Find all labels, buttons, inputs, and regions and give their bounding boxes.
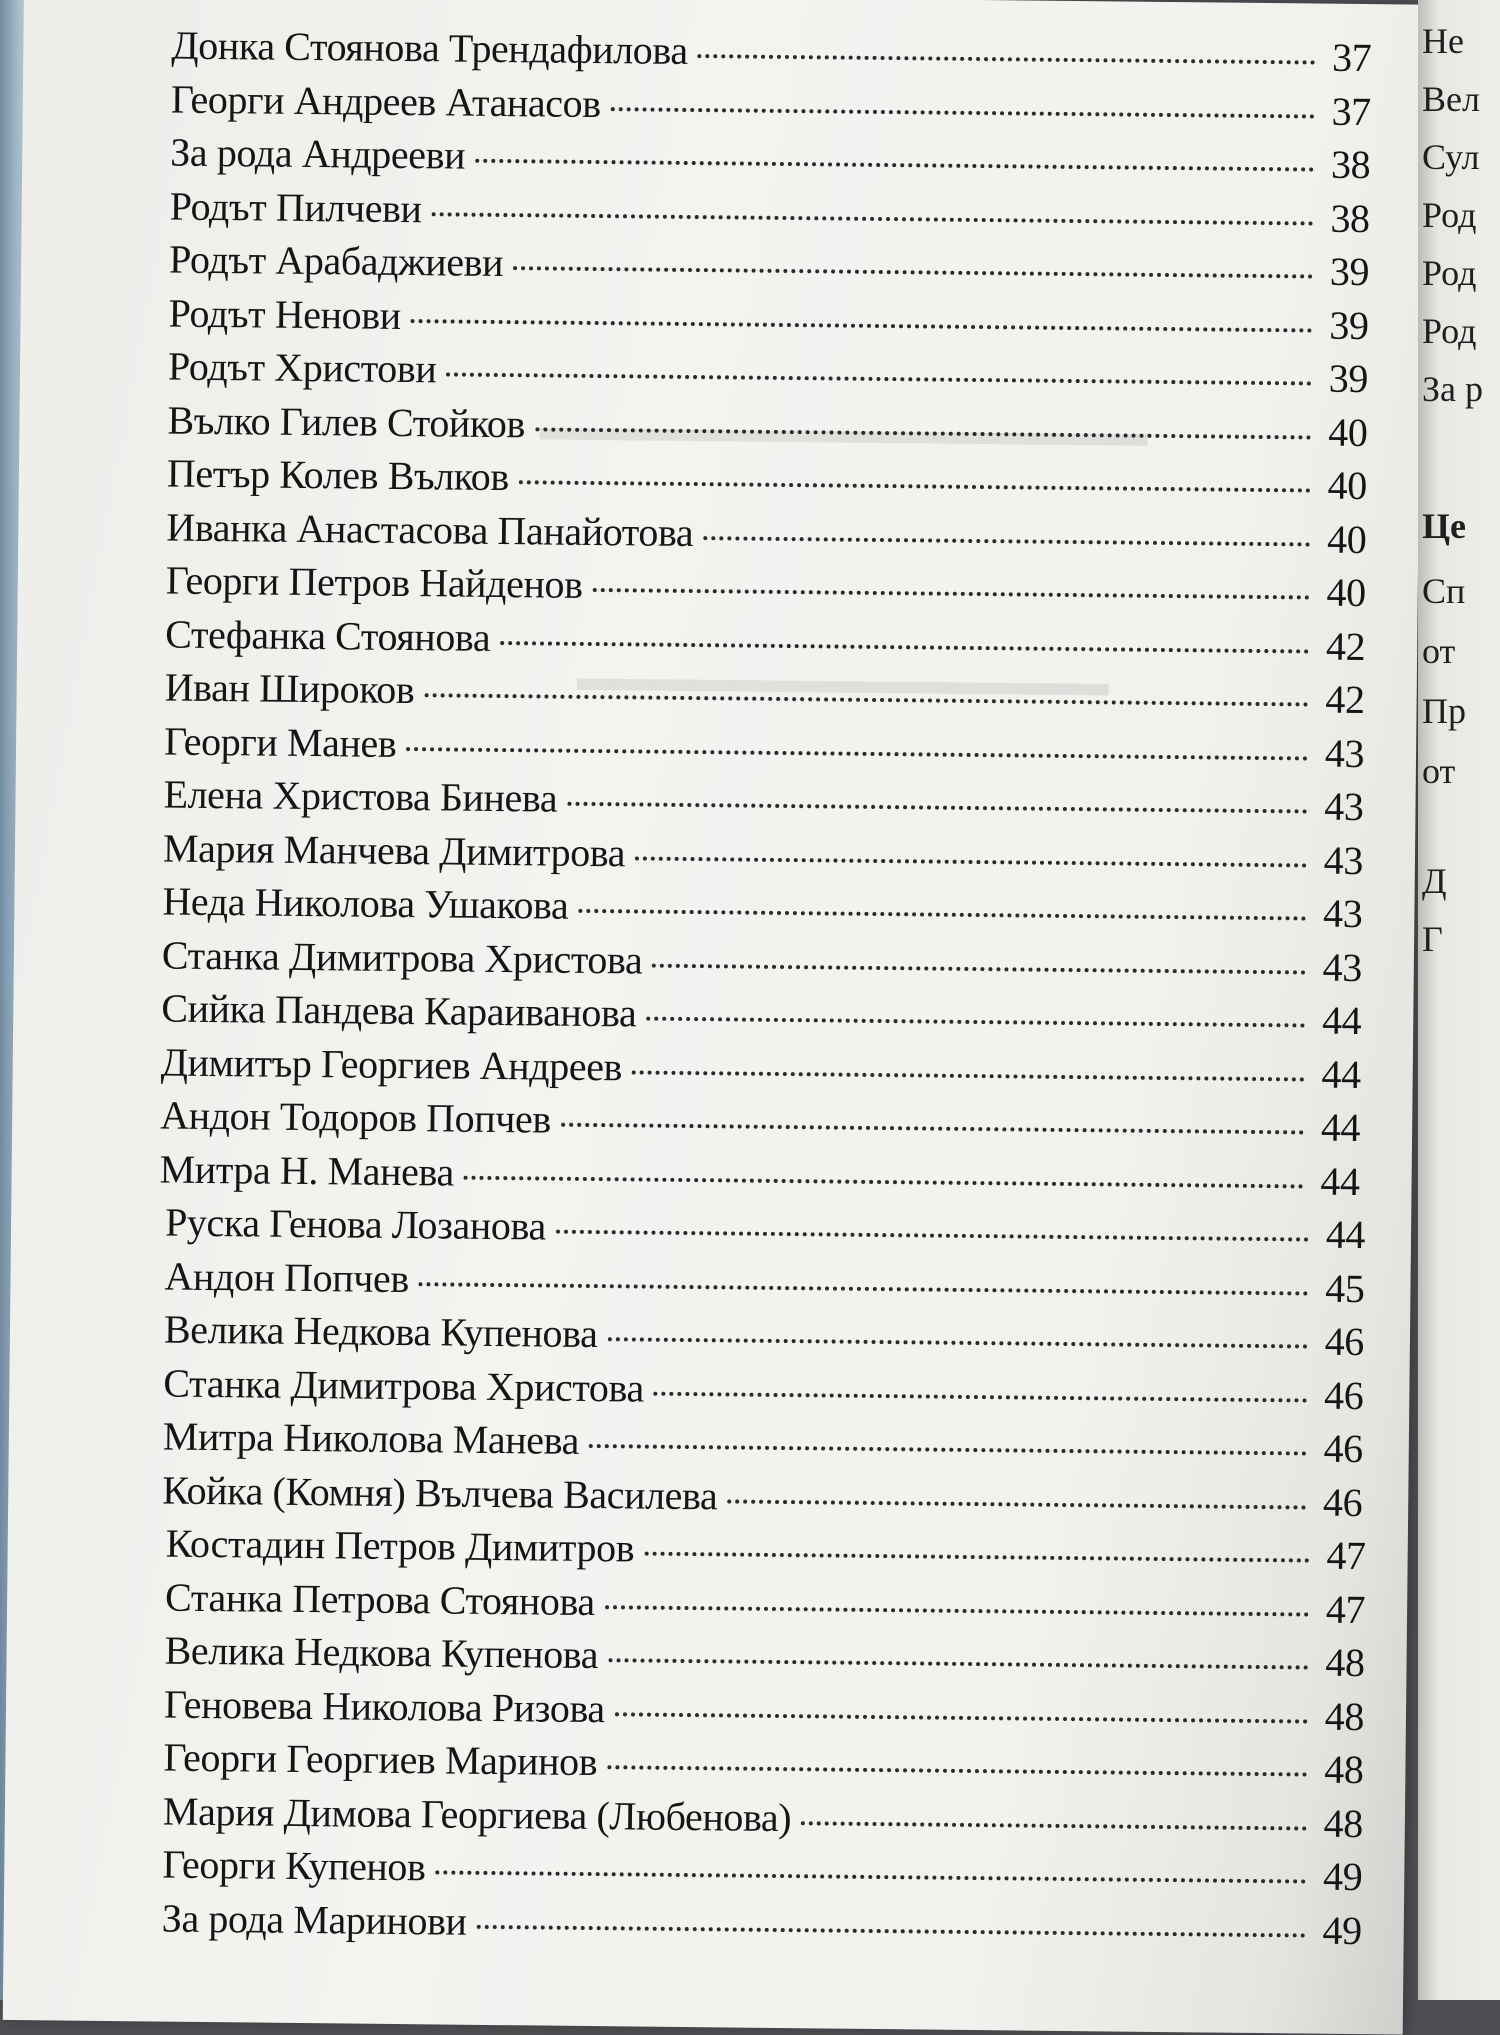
facing-page-fragment: Сп <box>1422 571 1466 611</box>
toc-entry-page-number: 40 <box>1326 569 1366 616</box>
toc-entry-title: Димитър Георгиев Андреев <box>160 1038 623 1089</box>
toc-entry-page-number: 47 <box>1326 1532 1366 1579</box>
toc-entry-page-number: 48 <box>1323 1800 1364 1846</box>
facing-page-fragment: Це <box>1422 506 1466 546</box>
toc-entry-page-number: 42 <box>1325 676 1365 723</box>
toc-entry-page-number: 38 <box>1330 195 1370 241</box>
dot-leader <box>608 1658 1308 1669</box>
toc-entry-title: Руска Генова Лозанова <box>164 1199 547 1249</box>
dot-leader <box>406 747 1308 760</box>
toc-entry-title: Станка Петрова Стоянова <box>164 1574 596 1624</box>
toc-entry-page-number: 46 <box>1322 1479 1363 1525</box>
toc-entry-title: Родът Пилчеви <box>169 183 422 231</box>
dot-leader <box>727 1499 1306 1509</box>
dot-leader <box>646 1017 1305 1028</box>
toc-entry-title: Георги Андреев Атанасов <box>170 76 601 126</box>
table-of-contents <box>152 22 1372 1960</box>
toc-entry-title: Мария Манчева Димитрова <box>162 825 626 875</box>
dot-leader <box>556 1230 1309 1242</box>
toc-entry-page-number: 43 <box>1322 890 1363 937</box>
toc-entry-page-number: 43 <box>1324 730 1365 776</box>
toc-entry-title: Неда Николова Ушакова <box>162 878 569 928</box>
dot-leader <box>698 54 1316 64</box>
toc-entry-title: Станка Димитрова Христова <box>163 1360 645 1411</box>
toc-entry-title: Донка Стоянова Трендафилова <box>171 22 688 73</box>
toc-entry-page-number: 39 <box>1329 302 1369 348</box>
dot-leader <box>561 1123 1304 1135</box>
dot-leader <box>615 1712 1308 1723</box>
facing-page-fragment: Не <box>1422 21 1464 61</box>
show-through-text: ▬▬▬▬▬▬▬▬▬▬▬▬▬▬▬▬ <box>539 406 1148 455</box>
dot-leader <box>578 909 1306 921</box>
toc-entry-page-number: 48 <box>1325 1639 1365 1686</box>
dot-leader <box>654 1391 1308 1402</box>
toc-entry-title: За рода Маринови <box>161 1895 467 1944</box>
toc-entry-title: Геновева Николова Ризова <box>163 1681 606 1731</box>
toc-entry-page-number: 37 <box>1331 34 1372 81</box>
toc-entry-page-number: 47 <box>1325 1586 1366 1632</box>
toc-entry-title: За рода Андрееви <box>170 129 466 178</box>
dot-leader <box>589 1444 1307 1456</box>
dot-leader <box>464 1175 1304 1188</box>
toc-entry-title: Велика Недкова Купенова <box>164 1627 599 1678</box>
toc-entry-page-number: 44 <box>1320 1104 1361 1151</box>
dot-leader <box>703 536 1310 546</box>
toc-entry-title: Родът Ненови <box>168 290 402 338</box>
dot-leader <box>535 427 1311 439</box>
facing-page-fragment: Род <box>1422 195 1477 235</box>
toc-entry-page-number: 48 <box>1324 1693 1365 1739</box>
dot-leader <box>607 1765 1307 1776</box>
toc-entry-title: Георги Манев <box>163 718 397 766</box>
dot-leader <box>593 588 1310 600</box>
facing-page-fragment: За р <box>1422 369 1484 409</box>
facing-page-fragment: Пр <box>1422 691 1466 731</box>
toc-entry-title: Георги Купенов <box>162 1841 426 1890</box>
toc-entry-title: Стефанка Стоянова <box>165 611 491 660</box>
toc-entry-title: Петър Колев Вълков <box>166 450 510 500</box>
toc-entry-title: Митра Николова Манева <box>162 1413 580 1463</box>
dot-leader <box>801 1821 1307 1830</box>
toc-entry-title: Сийка Пандева Караиванова <box>161 985 637 1036</box>
toc-entry-title: Мария Димова Георгиева (Любенова) <box>162 1788 792 1840</box>
toc-entry-page-number: 46 <box>1323 1372 1364 1418</box>
toc-entry-page-number: 43 <box>1324 783 1364 830</box>
dot-leader <box>432 212 1314 225</box>
show-through-text: ▬▬▬▬▬▬▬▬▬▬▬▬▬▬ <box>576 656 1110 705</box>
toc-entry-title: Андон Тодоров Попчев <box>159 1092 552 1142</box>
dot-leader <box>411 319 1313 332</box>
toc-entry-title: Георги Петров Найденов <box>165 557 583 607</box>
dot-leader <box>644 1552 1310 1563</box>
facing-page-fragment: от <box>1422 751 1456 791</box>
dot-leader <box>435 1870 1306 1883</box>
toc-entry <box>162 1894 1362 1960</box>
dot-leader <box>605 1605 1309 1616</box>
toc-entry-title: Елена Христова Бинева <box>163 771 558 821</box>
toc-entry-page-number: 43 <box>1323 837 1364 883</box>
dot-leader <box>446 372 1312 385</box>
dot-leader <box>419 1282 1309 1295</box>
toc-entry-page-number: 44 <box>1321 1051 1361 1097</box>
toc-entry-page-number: 44 <box>1320 1158 1360 1204</box>
toc-entry-page-number: 49 <box>1322 1907 1362 1953</box>
toc-entry-title: Иван Широков <box>164 664 415 713</box>
dot-leader <box>607 1337 1307 1348</box>
toc-entry-page-number: 42 <box>1325 623 1366 669</box>
toc-entry-title: Вълко Гилев Стойков <box>167 397 526 446</box>
toc-entry-page-number: 43 <box>1322 944 1363 990</box>
dot-leader <box>519 480 1311 492</box>
toc-entry-title: Родът Христови <box>167 343 437 392</box>
toc-entry-title: Андон Попчев <box>164 1253 410 1301</box>
toc-entry-title: Родът Арабаджиеви <box>168 236 504 286</box>
facing-page-fragment: Вел <box>1422 79 1480 119</box>
toc-entry-page-number: 38 <box>1330 141 1371 188</box>
dot-leader <box>424 693 1308 706</box>
facing-page-fragment: Сул <box>1422 137 1480 177</box>
dot-leader <box>635 856 1307 867</box>
toc-entry-title: Койка (Комня) Вълчева Василева <box>162 1467 718 1518</box>
toc-entry-page-number: 45 <box>1325 1265 1365 1311</box>
toc-entry-title: Георги Георгиев Маринов <box>163 1734 598 1785</box>
facing-page-fragment: Г <box>1422 919 1443 959</box>
facing-page-fragment: Род <box>1422 311 1477 351</box>
facing-page-fragment: от <box>1422 631 1456 671</box>
toc-entry-title: Костадин Петров Димитров <box>165 1520 635 1571</box>
dot-leader <box>500 641 1309 653</box>
facing-page-fragment: Д <box>1422 861 1447 901</box>
book-page <box>3 0 1424 2035</box>
dot-leader <box>567 802 1307 814</box>
toc-entry-page-number: 40 <box>1327 462 1368 509</box>
toc-entry-title: Иванка Анастасова Панайотова <box>166 504 694 555</box>
dot-leader <box>611 107 1315 118</box>
dot-leader <box>475 159 1314 172</box>
toc-entry-title: Велика Недкова Купенова <box>163 1306 598 1357</box>
toc-entry-page-number: 40 <box>1326 516 1367 562</box>
toc-entry-page-number: 48 <box>1324 1746 1364 1793</box>
toc-entry-page-number: 39 <box>1329 248 1370 295</box>
toc-entry-page-number: 44 <box>1325 1211 1366 1258</box>
facing-page-fragment: Род <box>1422 253 1477 293</box>
toc-entry-page-number: 39 <box>1328 355 1369 402</box>
dot-leader <box>632 1070 1305 1081</box>
toc-entry-page-number: 46 <box>1323 1425 1364 1472</box>
toc-entry-page-number: 40 <box>1328 409 1368 455</box>
toc-entry-page-number: 49 <box>1322 1853 1363 1900</box>
toc-entry-title: Станка Димитрова Христова <box>161 931 643 983</box>
toc-entry-page-number: 44 <box>1321 997 1362 1044</box>
dot-leader <box>513 266 1313 278</box>
dot-leader <box>477 1924 1306 1937</box>
toc-entry-page-number: 37 <box>1331 88 1372 134</box>
toc-entry-title: Митра Н. Манева <box>159 1145 455 1195</box>
facing-page <box>1418 0 1500 2000</box>
toc-entry-page-number: 46 <box>1324 1318 1365 1365</box>
dot-leader <box>652 963 1306 974</box>
